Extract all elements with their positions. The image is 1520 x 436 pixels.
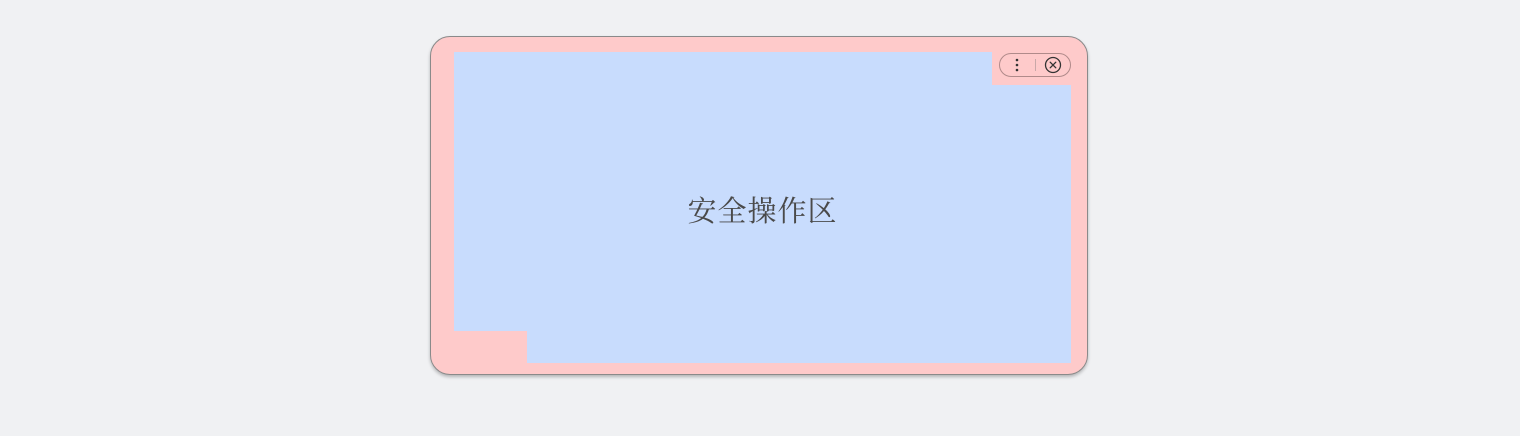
close-circle-icon <box>1044 56 1062 74</box>
unsafe-corner-bottom-left <box>454 331 527 363</box>
safe-area-label: 安全操作区 <box>687 194 838 228</box>
device-frame <box>430 36 1088 375</box>
menu-capsule <box>999 53 1071 77</box>
close-button[interactable] <box>1035 54 1070 76</box>
safe-operation-area <box>454 52 1071 363</box>
more-button[interactable] <box>1000 54 1035 76</box>
more-vertical-icon <box>1015 58 1019 72</box>
